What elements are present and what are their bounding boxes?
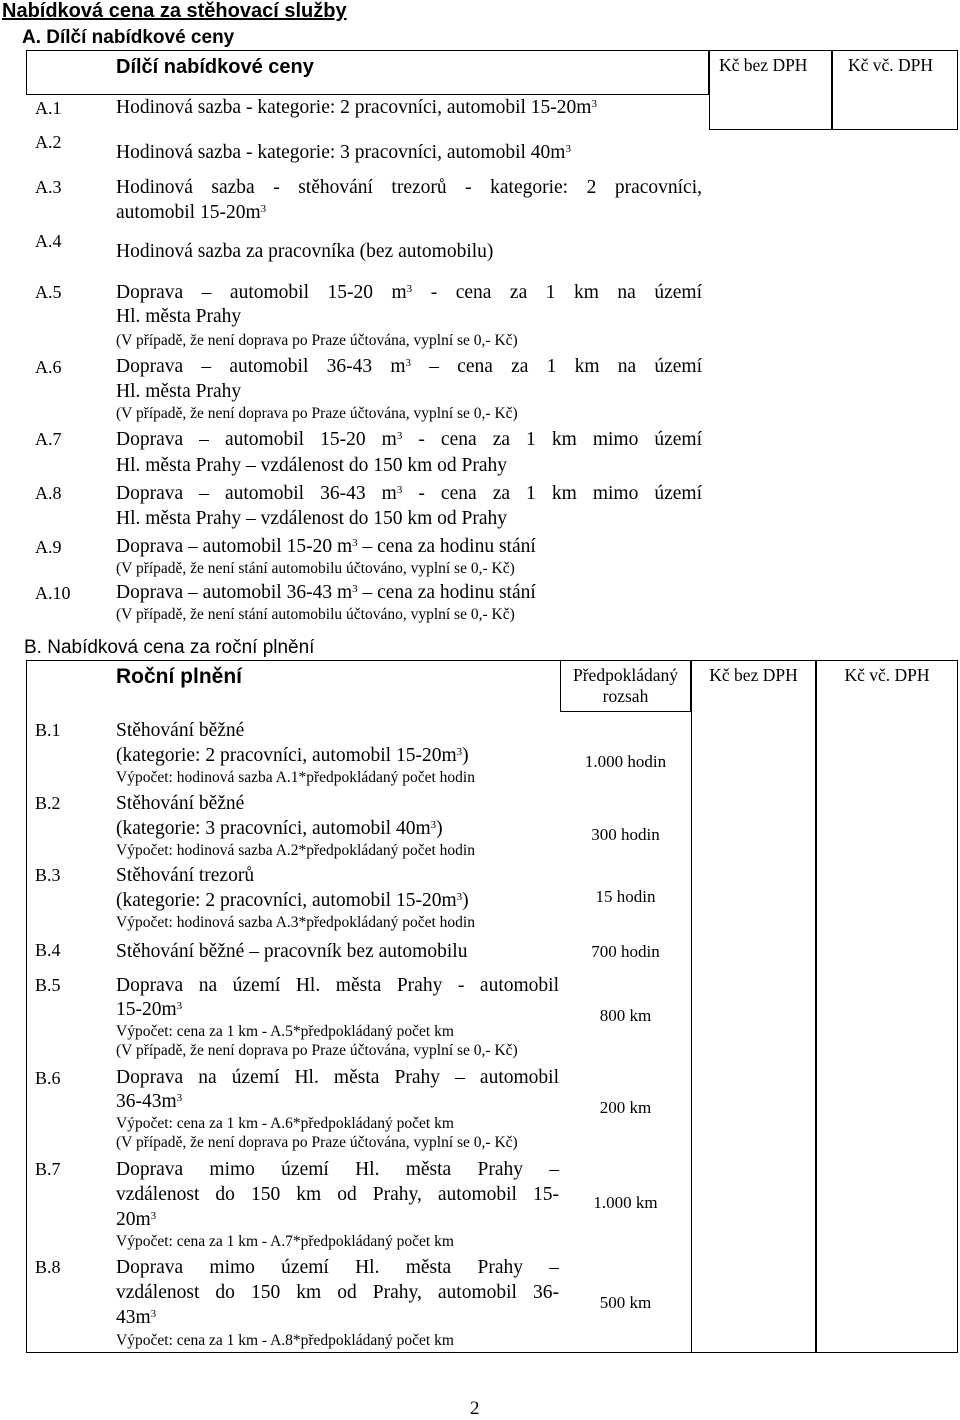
row-code: A.5 (35, 282, 62, 302)
row-calc: Výpočet: cena za 1 km - A.7*předpokládaný počet km (116, 1233, 454, 1250)
row-quantity: 1.000 km (593, 1193, 658, 1212)
row-description-line: $20m^3$ (116, 1209, 157, 1230)
row-code: A.10 (35, 583, 71, 603)
row-calc: Výpočet: hodinová sazba A.1*předpokládaný počet hodin (116, 769, 475, 786)
row-description-line: vzdálenost do 150 km od Prahy, automobil 15- (116, 1184, 559, 1205)
row-note: (V případě, že není doprava po Praze účtována, vyplní se 0,- Kč) (116, 1134, 518, 1151)
section-b-top-border (26, 660, 560, 661)
row-description-line: automobil $15-20m^3$ (116, 202, 267, 223)
row-description-line: Hl. města Prahy (116, 381, 242, 402)
section-a-heading: A. Dílčí nabídkové ceny (22, 27, 235, 48)
row-quantity: 300 hodin (591, 825, 660, 844)
row-description-line: Hl. města Prahy – vzdálenost do 150 km od Prahy (116, 455, 508, 476)
row-description-line: Hl. města Prahy – vzdálenost do 150 km od Prahy (116, 508, 508, 529)
section-b-left-border (26, 660, 27, 1353)
row-calc: Výpočet: cena za 1 km - A.6*předpokládaný počet km (116, 1115, 454, 1132)
row-code: B.5 (35, 975, 61, 995)
section-b-col-ex-label: Kč bez DPH (709, 665, 798, 685)
row-description-line: Doprava – automobil 15-20 $m^3$ – cena za hodinu stání (116, 536, 536, 557)
row-description-line: (kategorie: 2 pracovníci, automobil $15-20m^3$) (116, 890, 469, 911)
row-calc: Výpočet: cena za 1 km - A.8*předpokládaný počet km (116, 1332, 454, 1349)
row-description-line: Doprava na území Hl. města Prahy - automobil (116, 975, 559, 996)
row-code: A.2 (35, 132, 62, 152)
row-code: A.6 (35, 357, 62, 377)
row-title: Stěhování trezorů (116, 865, 255, 886)
row-note: (V případě, že není doprava po Praze účtována, vyplní se 0,- Kč) (116, 332, 518, 349)
row-description-line: $36-43m^3$ (116, 1091, 183, 1112)
section-b-col-ex-box (691, 660, 816, 1353)
section-a-table-heading: Dílčí nabídkové ceny (116, 56, 314, 78)
row-description: Hodinová sazba - kategorie: 3 pracovníci, automobil $40m^3$ (116, 142, 571, 163)
row-description-line: Doprava – automobil 15-20 $m^3$ - cena za 1 km mimo území (116, 429, 703, 450)
row-code: B.2 (35, 793, 61, 813)
row-description-line: Doprava na území Hl. města Prahy – automobil (116, 1067, 559, 1088)
row-description-line: Doprava – automobil 15-20 $m^3$ - cena za 1 km na území (116, 282, 702, 303)
row-quantity: 500 km (599, 1293, 652, 1312)
row-code: B.7 (35, 1159, 61, 1179)
row-description-line: Hodinová sazba - stěhování trezorů - kategorie: 2 pracovníci, (116, 177, 702, 198)
row-calc: Výpočet: hodinová sazba A.3*předpokládaný počet hodin (116, 914, 475, 931)
section-b-col-in-label: Kč vč. DPH (844, 665, 930, 685)
row-note: (V případě, že není doprava po Praze účtována, vyplní se 0,- Kč) (116, 405, 518, 422)
row-calc: Výpočet: cena za 1 km - A.5*předpokládaný počet km (116, 1023, 454, 1040)
row-description: Hodinová sazba za pracovníka (bez automobilu) (116, 241, 494, 262)
row-code: A.8 (35, 483, 62, 503)
row-calc: Výpočet: hodinová sazba A.2*předpokládaný počet hodin (116, 842, 475, 859)
row-code: B.6 (35, 1068, 61, 1088)
row-quantity: 200 km (599, 1098, 652, 1117)
row-title: Stěhování běžné (116, 720, 245, 741)
page-title: Nabídková cena za stěhovací služby (2, 0, 347, 22)
row-description-line: Doprava mimo území Hl. města Prahy – (116, 1257, 559, 1278)
row-quantity: 700 hodin (591, 942, 660, 961)
row-title: Stěhování běžné – pracovník bez automobilu (116, 941, 468, 962)
row-description-line: vzdálenost do 150 km od Prahy, automobil 36- (116, 1282, 559, 1303)
section-b-heading: B. Nabídková cena za roční plnění (24, 637, 315, 658)
row-code: B.4 (35, 940, 61, 960)
row-description: Hodinová sazba - kategorie: 2 pracovníci, automobil $15-20m^3$ (116, 97, 597, 118)
section-b-col-in-box (816, 660, 958, 1353)
row-description-line: $43m^3$ (116, 1307, 157, 1328)
row-description-line: (kategorie: 3 pracovníci, automobil $40m^3$) (116, 818, 443, 839)
row-quantity: 1.000 hodin (584, 752, 667, 771)
row-description-line: (kategorie: 2 pracovníci, automobil $15-20m^3$) (116, 745, 469, 766)
row-quantity: 800 km (599, 1006, 652, 1025)
row-code: A.4 (35, 231, 62, 251)
row-note: (V případě, že není stání automobilu účtováno, vyplní se 0,- Kč) (116, 606, 515, 623)
row-title: Stěhování běžné (116, 793, 245, 814)
row-code: A.7 (35, 429, 62, 449)
row-code: A.3 (35, 177, 62, 197)
section-b-col-scope-label: Předpokládaný rozsah (573, 665, 678, 706)
row-description-line: Hl. města Prahy (116, 306, 242, 327)
row-code: A.1 (35, 98, 62, 118)
row-quantity: 15 hodin (595, 887, 656, 906)
section-a-col-ex-label: Kč bez DPH (719, 55, 808, 75)
row-code: A.9 (35, 537, 62, 557)
row-note: (V případě, že není stání automobilu účtováno, vyplní se 0,- Kč) (116, 560, 515, 577)
row-description-line: Doprava – automobil 36-43 $m^3$ - cena za 1 km mimo území (116, 483, 703, 504)
row-code: B.3 (35, 865, 61, 885)
row-description-line: Doprava – automobil 36-43 $m^3$ – cena za 1 km na území (116, 356, 703, 377)
row-code: B.8 (35, 1257, 61, 1277)
row-code: B.1 (35, 720, 61, 740)
row-description-line: Doprava mimo území Hl. města Prahy – (116, 1159, 559, 1180)
row-description-line: $15-20m^3$ (116, 999, 183, 1020)
row-note: (V případě, že není doprava po Praze účtována, vyplní se 0,- Kč) (116, 1042, 518, 1059)
row-description-line: Doprava – automobil 36-43 $m^3$ – cena za hodinu stání (116, 582, 536, 603)
page-number: 2 (470, 1398, 480, 1419)
section-a-col-in-label: Kč vč. DPH (848, 55, 934, 75)
section-b-table-heading: Roční plnění (116, 665, 242, 688)
